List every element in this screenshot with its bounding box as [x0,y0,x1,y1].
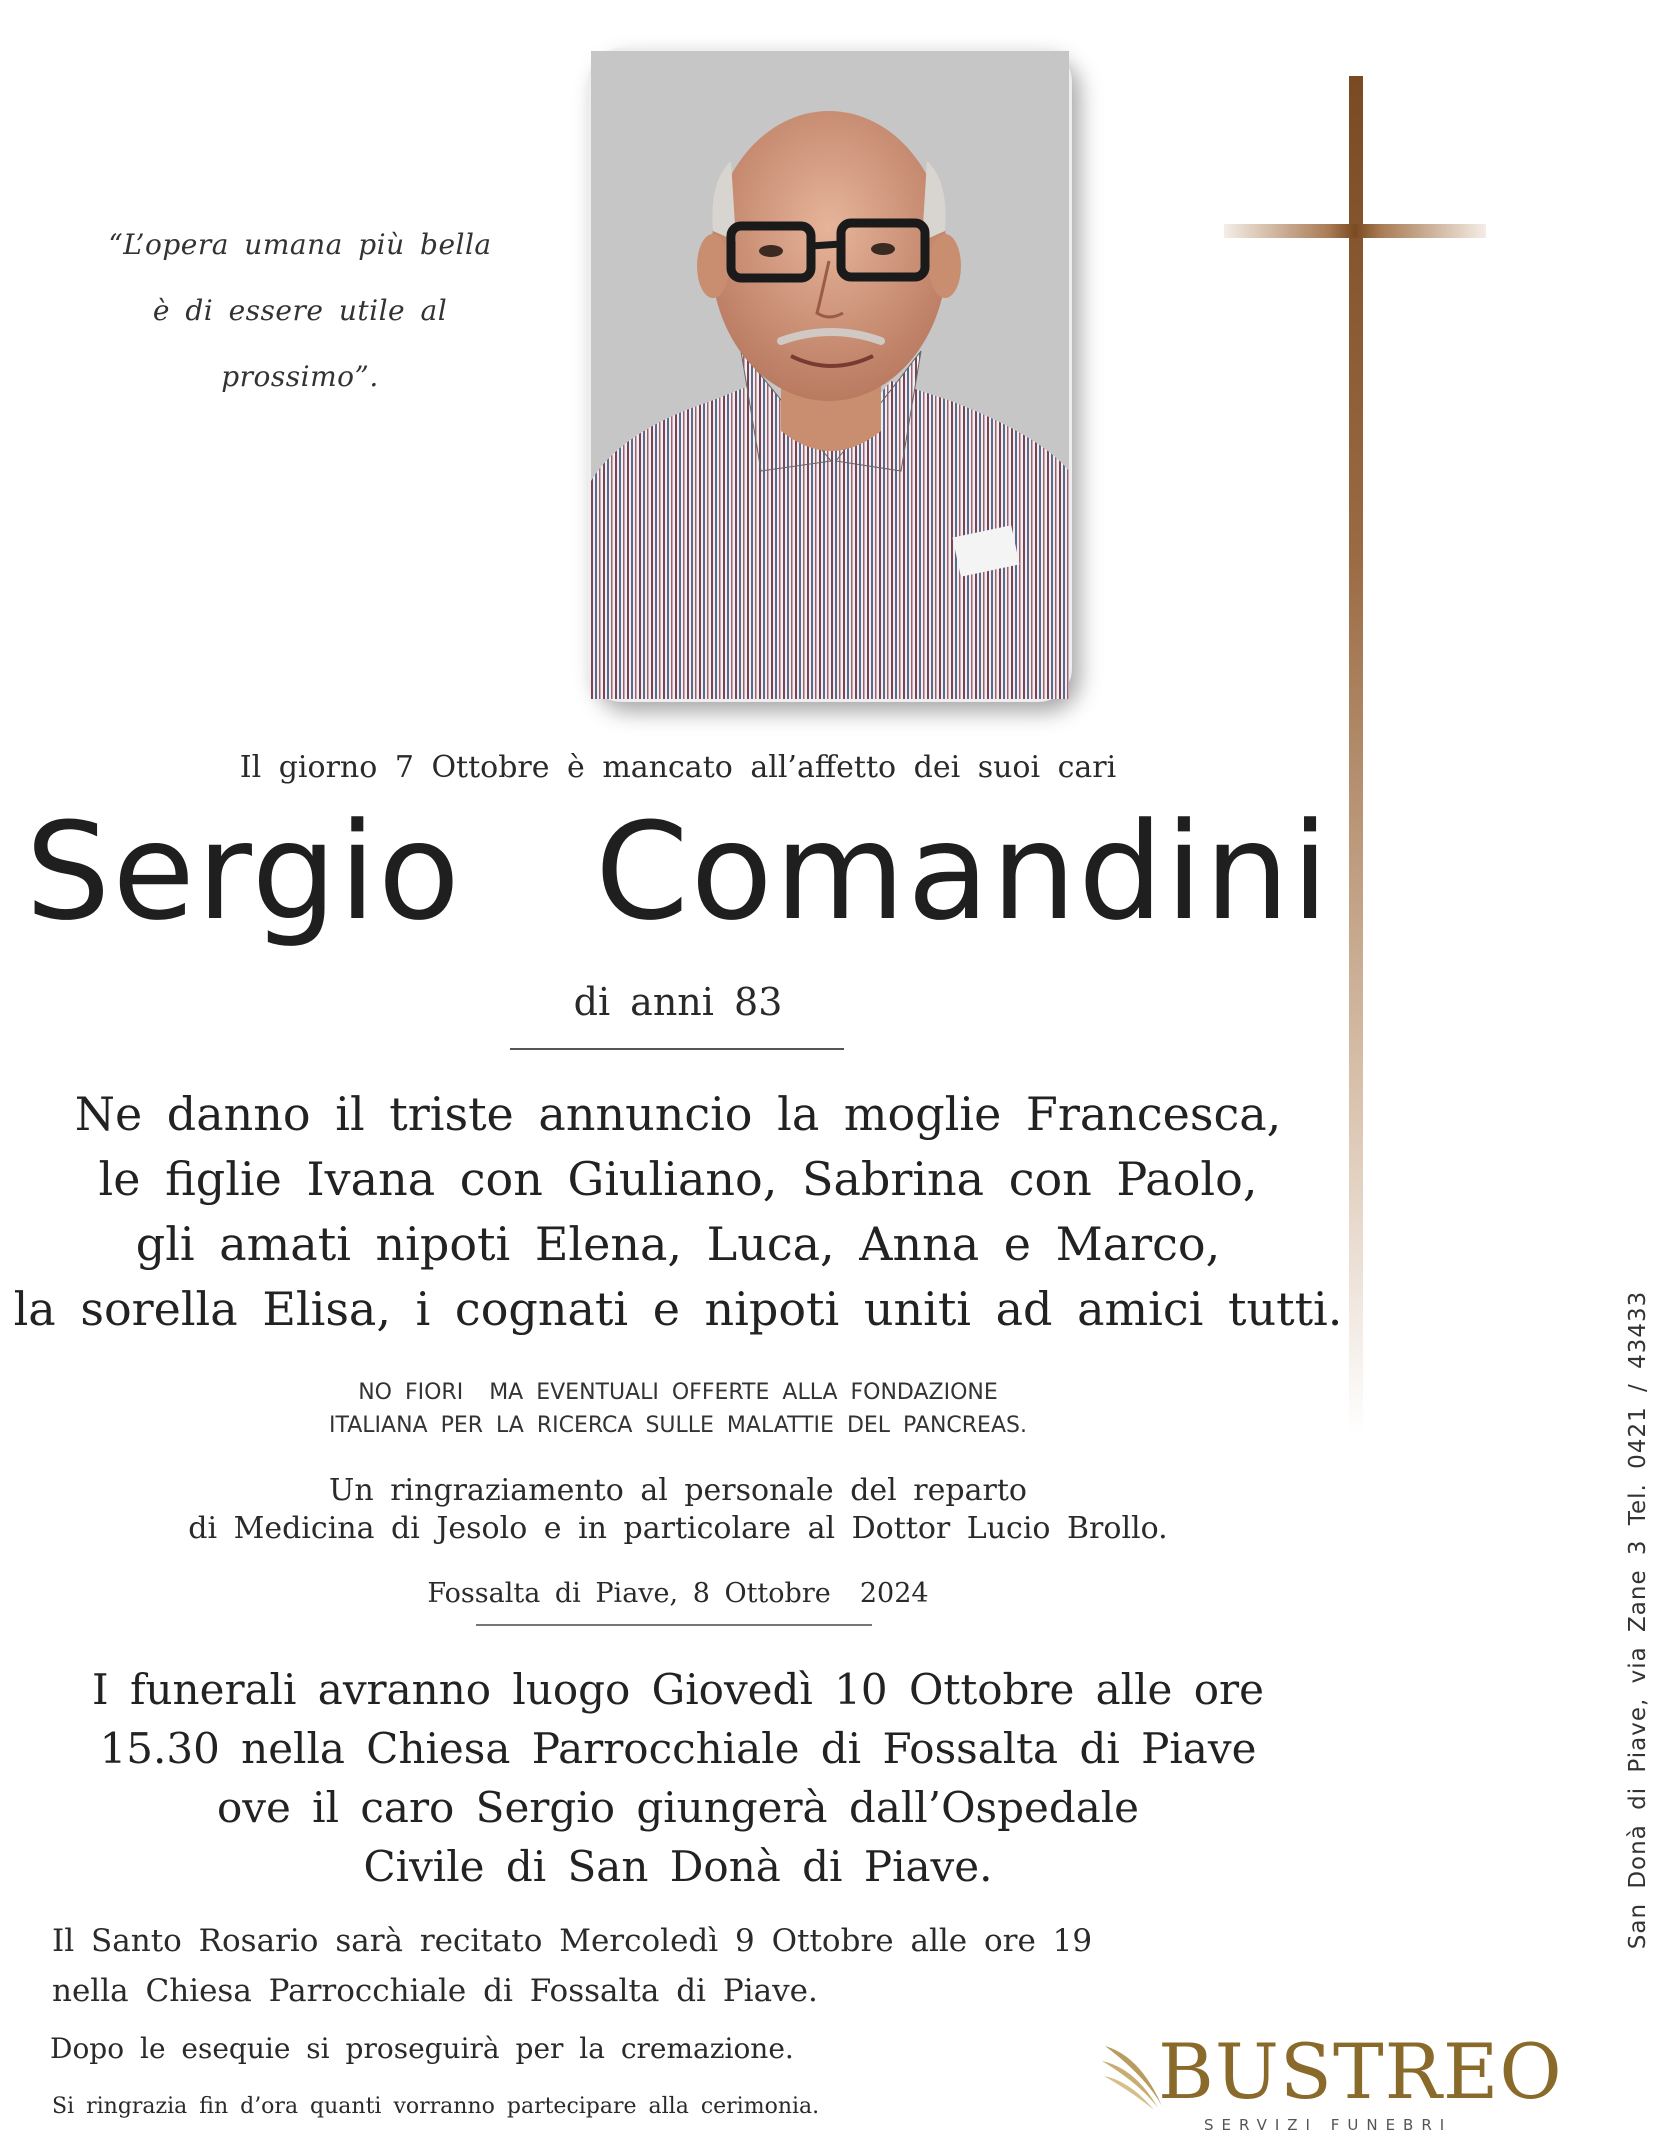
deceased-name: Sergio Comandini [25,794,1331,950]
rosary-line: Il Santo Rosario sarà recitato Mercoledì 9 Ottobre alle ore 19 [52,1923,1093,1959]
logo-subtitle: SERVIZI FUNEBRI [1204,2116,1453,2134]
family-line: Ne danno il triste annuncio la moglie Francesca, [74,1087,1282,1141]
family-line: la sorella Elisa, i cognati e nipoti uniti ad amici tutti. [13,1282,1343,1336]
thanks-line: di Medicina di Jesolo e in particolare al Dottor Lucio Brollo. [188,1511,1168,1546]
rosary-details [52,1916,1152,2016]
divider [476,1624,872,1626]
epigraph-quote [70,212,530,410]
donation-line: ITALIANA PER LA RICERCA SULLE MALATTIE DEL PANCREAS. [329,1413,1027,1438]
donation-line: NO FIORI MA EVENTUALI OFFERTE ALLA FONDAZIONE [358,1380,998,1405]
divider [510,1048,844,1050]
cremation-note: Dopo le esequie si proseguirà per la cremazione. [50,2032,794,2065]
quote-line-2: è di essere utile al prossimo”. [152,294,448,393]
logo-name: BUSTREO [1158,2027,1563,2116]
side-contact-text: San Donà di Piave, via Zane 3 Tel. 0421 / 43433 [1625,1290,1651,1950]
cross-horizontal-bar [1224,224,1486,238]
donation-note [0,1376,1356,1442]
funeral-line: 15.30 nella Chiesa Parrocchiale di Fossalta di Piave [99,1724,1257,1773]
portrait-illustration [591,51,1069,699]
funeral-line: I funerali avranno luogo Giovedì 10 Ottobre alle ore [92,1665,1264,1714]
family-line: gli amati nipoti Elena, Luca, Anna e Marco, [135,1217,1221,1271]
family-announcement [0,1082,1356,1342]
date-place: Fossalta di Piave, 8 Ottobre 2024 [427,1578,929,1609]
rosary-line: nella Chiesa Parrocchiale di Fossalta di Piave. [52,1973,818,2009]
thanks-note [0,1472,1356,1548]
portrait-photo [588,48,1072,702]
notice-intro: Il giorno 7 Ottobre è mancato all’affetto dei suoi cari [239,750,1117,785]
deceased-age: di anni 83 [573,980,783,1024]
thanks-line: Un ringraziamento al personale del reparto [329,1473,1027,1508]
funeral-details [0,1660,1356,1896]
family-line: le figlie Ivana con Giuliano, Sabrina con Paolo, [98,1152,1258,1206]
funeral-line: ove il caro Sergio giungerà dall’Ospedale [216,1783,1140,1832]
quote-line-1: “L’opera umana più bella [108,228,492,261]
funeral-line: Civile di San Donà di Piave. [363,1842,993,1891]
closing-thanks: Si ringrazia fin d’ora quanti vorranno partecipare alla cerimonia. [52,2094,820,2119]
funeral-home-logo [1100,2027,1563,2134]
